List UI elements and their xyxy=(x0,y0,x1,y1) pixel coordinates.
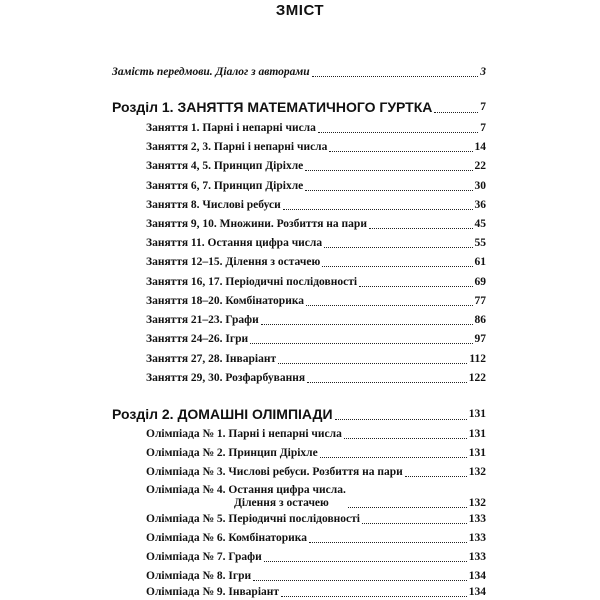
leader-dots xyxy=(250,343,472,344)
toc-entry-label: Олімпіада № 2. Принцип Діріхле xyxy=(146,447,318,459)
toc-section-2[interactable] xyxy=(112,406,486,422)
toc-entry[interactable] xyxy=(146,314,486,327)
toc-page-number: 132 xyxy=(468,497,486,509)
toc-entry[interactable] xyxy=(146,428,486,441)
toc-entry[interactable] xyxy=(146,447,486,460)
toc-entry[interactable] xyxy=(146,180,486,193)
toc-page-number: 55 xyxy=(474,237,486,249)
toc-entry[interactable] xyxy=(146,513,486,526)
toc-entry-label-line-2: Ділення з остачею xyxy=(234,497,329,509)
toc-entry-label: Олімпіада № 3. Числові ребуси. Розбиття на пари xyxy=(146,466,403,478)
toc-page-number: 133 xyxy=(468,513,486,525)
toc-entry-label: Заняття 12–15. Ділення з остачею xyxy=(146,256,321,268)
leader-dots xyxy=(283,209,473,210)
leader-dots xyxy=(264,561,467,562)
toc-page-number: 86 xyxy=(474,314,486,326)
toc-entry[interactable] xyxy=(146,141,486,154)
toc-entry[interactable] xyxy=(146,218,486,231)
toc-entry[interactable] xyxy=(146,295,486,308)
toc-page-number: 134 xyxy=(468,570,486,582)
toc-page-number: 131 xyxy=(468,447,486,459)
toc-page-number: 3 xyxy=(480,66,486,78)
toc-entry[interactable] xyxy=(146,586,486,599)
leader-dots xyxy=(405,476,467,477)
toc-entry-label: Замість передмови. Діалог з авторами xyxy=(112,66,310,78)
page-title: ЗМІСТ xyxy=(275,2,325,19)
leader-dots xyxy=(348,507,467,508)
toc-page-number: 134 xyxy=(468,586,486,598)
toc-page-number: 36 xyxy=(474,199,486,211)
toc-page-number: 112 xyxy=(469,353,486,365)
toc-entry-label: Олімпіада № 6. Комбінаторика xyxy=(146,532,307,544)
toc-entry-label: Заняття 8. Числові ребуси xyxy=(146,199,281,211)
toc-entry-label: Олімпіада № 1. Парні і непарні числа xyxy=(146,428,342,440)
toc-entry-label: Олімпіада № 5. Періодичні послідовності xyxy=(146,513,360,525)
leader-dots xyxy=(434,112,478,113)
toc-entry-label: Заняття 21–23. Графи xyxy=(146,314,259,326)
toc-entry[interactable] xyxy=(146,160,486,173)
toc-page-number: 7 xyxy=(480,101,486,113)
leader-dots xyxy=(312,76,479,77)
leader-dots xyxy=(320,457,467,458)
toc-entry-label: Заняття 29, 30. Розфарбування xyxy=(146,372,306,384)
toc-page-number: 131 xyxy=(468,428,486,440)
leader-dots xyxy=(324,247,472,248)
toc-entry-label: Заняття 9, 10. Множини. Розбиття на пари xyxy=(146,218,367,230)
section-label: Розділ 1. ЗАНЯТТЯ МАТЕМАТИЧНОГО ГУРТКА xyxy=(112,99,433,115)
toc-page-number: 131 xyxy=(468,408,486,420)
leader-dots xyxy=(281,596,467,597)
toc-entry-label: Заняття 6, 7. Принцип Діріхле xyxy=(146,180,304,192)
toc-page-number: 22 xyxy=(474,160,486,172)
leader-dots xyxy=(305,190,472,191)
leader-dots xyxy=(344,438,467,439)
leader-dots xyxy=(362,523,467,524)
toc-entry-label: Заняття 4, 5. Принцип Діріхле xyxy=(146,160,304,172)
toc-entry[interactable] xyxy=(146,199,486,212)
toc-entry[interactable] xyxy=(146,353,486,366)
leader-dots xyxy=(329,151,472,152)
toc-entry-intro[interactable] xyxy=(112,66,486,79)
toc-entry-label: Олімпіада № 8. Ігри xyxy=(146,570,252,582)
toc-entry-label-line-1: Олімпіада № 4. Остання цифра числа. xyxy=(146,484,346,496)
leader-dots xyxy=(369,228,473,229)
toc-entry-label: Заняття 16, 17. Періодичні послідовності xyxy=(146,276,358,288)
leader-dots xyxy=(278,363,467,364)
leader-dots xyxy=(322,266,472,267)
toc-page-number: 69 xyxy=(474,276,486,288)
toc-page-number: 133 xyxy=(468,532,486,544)
toc-entry-label: Олімпіада № 9. Інваріант xyxy=(146,586,280,598)
toc-page-number: 45 xyxy=(474,218,486,230)
leader-dots xyxy=(359,286,472,287)
toc-entry-label: Заняття 1. Парні і непарні числа xyxy=(146,122,316,134)
toc-entry[interactable] xyxy=(146,237,486,250)
toc-entry[interactable] xyxy=(146,256,486,269)
toc-page-number: 30 xyxy=(474,180,486,192)
toc-entry[interactable] xyxy=(146,466,486,479)
toc-page-number: 132 xyxy=(468,466,486,478)
toc-page-number: 122 xyxy=(468,372,486,384)
toc-entry[interactable] xyxy=(146,532,486,545)
toc-page-number: 97 xyxy=(474,333,486,345)
toc-page-number: 7 xyxy=(480,122,486,134)
toc-entry-label: Заняття 18–20. Комбінаторика xyxy=(146,295,305,307)
section-label: Розділ 2. ДОМАШНІ ОЛІМПІАДИ xyxy=(112,406,333,422)
toc-entry[interactable] xyxy=(146,551,486,564)
toc-page-number: 77 xyxy=(474,295,486,307)
toc-entry-label xyxy=(146,484,346,510)
toc-section-1[interactable] xyxy=(112,99,486,115)
toc-entry-label: Заняття 27, 28. Інваріант xyxy=(146,353,277,365)
leader-dots xyxy=(318,132,478,133)
toc-entry[interactable] xyxy=(146,122,486,135)
leader-dots xyxy=(253,580,467,581)
toc-entry[interactable] xyxy=(146,570,486,583)
toc-page-number: 133 xyxy=(468,551,486,563)
leader-dots xyxy=(307,382,467,383)
toc-entry[interactable] xyxy=(146,372,486,385)
toc-entry-label: Заняття 24–26. Ігри xyxy=(146,333,249,345)
toc-entry[interactable] xyxy=(146,333,486,346)
toc-entry-label: Олімпіада № 7. Графи xyxy=(146,551,262,563)
toc-page-number: 14 xyxy=(474,141,486,153)
toc-entry-label: Заняття 2, 3. Парні і непарні числа xyxy=(146,141,328,153)
toc-entry-label: Заняття 11. Остання цифра числа xyxy=(146,237,323,249)
leader-dots xyxy=(261,324,473,325)
toc-page-number: 61 xyxy=(474,256,486,268)
leader-dots xyxy=(305,170,472,171)
leader-dots xyxy=(306,305,472,306)
leader-dots xyxy=(309,542,467,543)
toc-entry[interactable] xyxy=(146,276,486,289)
toc-entry[interactable] xyxy=(146,484,486,510)
leader-dots xyxy=(335,419,467,420)
